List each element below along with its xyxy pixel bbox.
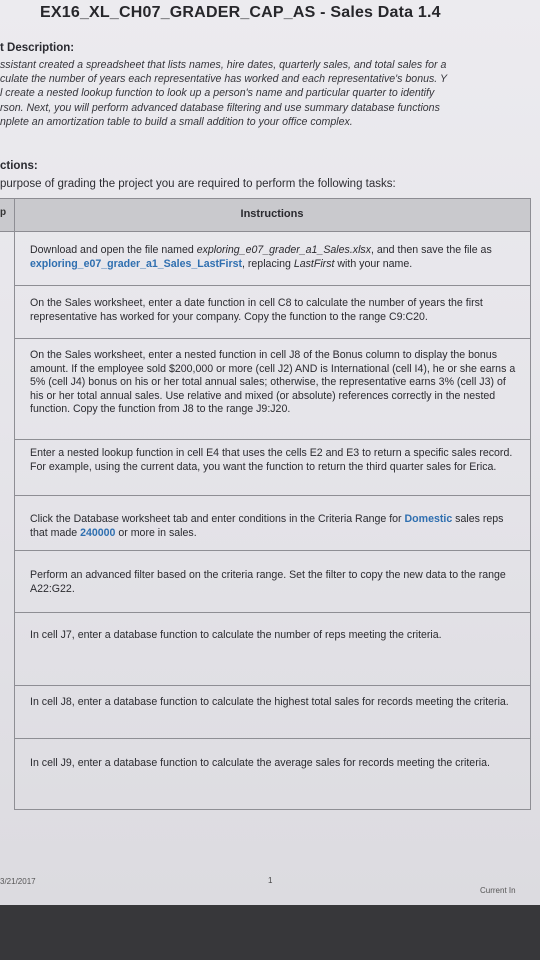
criteria-highlight: Domestic — [404, 513, 453, 525]
description-line: nplete an amortization table to build a small addition to your office complex. — [0, 115, 353, 128]
instruction-text: Perform an advanced filter based on the criteria range. Set the filter to copy the new data to the range A22:G22. — [30, 569, 506, 595]
purpose-text: purpose of grading the project you are required to perform the following tasks: — [0, 178, 396, 190]
description-line: ssistant created a spreadsheet that lists names, hire dates, quarterly sales, and total sales for a — [0, 59, 447, 71]
description-text — [0, 58, 540, 129]
footer-date: 3/21/2017 — [0, 877, 36, 886]
step-column-header: p — [0, 207, 7, 218]
description-heading: t Description: — [0, 42, 75, 54]
instruction-text: In cell J9, enter a database function to calculate the average sales for records meeting the criteria. — [30, 757, 490, 769]
description-line: rson. Next, you will perform advanced database filtering and use summary database functions — [0, 101, 440, 114]
instruction-text: Download and open the file named exploring_e07_grader_a1_Sales.xlsx, and then save the file as exploring_e07_grader_a1_Sales_LastFirst, replacing LastFirst with your name. — [30, 244, 492, 270]
footer-page-number: 1 — [268, 876, 273, 885]
table-row — [14, 686, 530, 739]
column-divider — [530, 198, 531, 810]
footer-right-text: Current In — [480, 886, 516, 895]
instruction-text: In cell J7, enter a database function to calculate the number of reps meeting the criteria. — [30, 629, 442, 641]
instruction-text: On the Sales worksheet, enter a date function in cell C8 to calculate the number of years the first representative has worked for your company. Copy the function to the range C9:C20. — [30, 297, 483, 323]
table-row — [14, 231, 530, 286]
table-row — [14, 339, 530, 440]
instruction-text: On the Sales worksheet, enter a nested function in cell J8 of the Bonus column to display the bonus amount. If the employee sold $200,000 or more (cell J2) AND is International (cell I4), he or she earns a 5% (cell J4) bonus on his or her total annual sales; otherwise, the representative earns 3% (cell J3) of his or her total annual sales. Use relative and mixed (or absolute) references correctly in the nested function. Copy the function from J8 to the range J9:J20. — [30, 349, 516, 416]
document-title: EX16_XL_CH07_GRADER_CAP_AS - Sales Data 1.4 — [40, 4, 441, 21]
description-line: culate the number of years each representative has worked and each representative's bonus. Y — [0, 73, 448, 86]
table-row — [14, 613, 530, 686]
background-surface — [0, 905, 540, 960]
table-header — [0, 198, 530, 232]
instruction-text: In cell J8, enter a database function to calculate the highest total sales for records meeting the criteria. — [30, 696, 509, 708]
instruction-text: Enter a nested lookup function in cell E4 that uses the cells E2 and E3 to return a specific sales record. For example, using the current data, you want the function to return the third quarter sales for Erica. — [30, 447, 513, 473]
table-row — [14, 286, 530, 339]
filename-highlight: exploring_e07_grader_a1_Sales_LastFirst — [30, 257, 242, 270]
instructions-table — [0, 198, 540, 810]
amount-highlight: 240000 — [80, 526, 116, 539]
table-row — [14, 551, 530, 613]
instructions-column-header: Instructions — [240, 208, 304, 220]
table-row — [14, 739, 530, 810]
table-row — [14, 496, 530, 551]
table-row — [14, 440, 530, 496]
instructions-heading: ctions: — [0, 160, 38, 172]
instruction-text: Click the Database worksheet tab and enter conditions in the Criteria Range for Domestic sales reps that made 240000 or more in sales. — [30, 513, 504, 539]
description-line: l create a nested lookup function to look up a person's name and particular quarter to identify — [0, 87, 435, 100]
